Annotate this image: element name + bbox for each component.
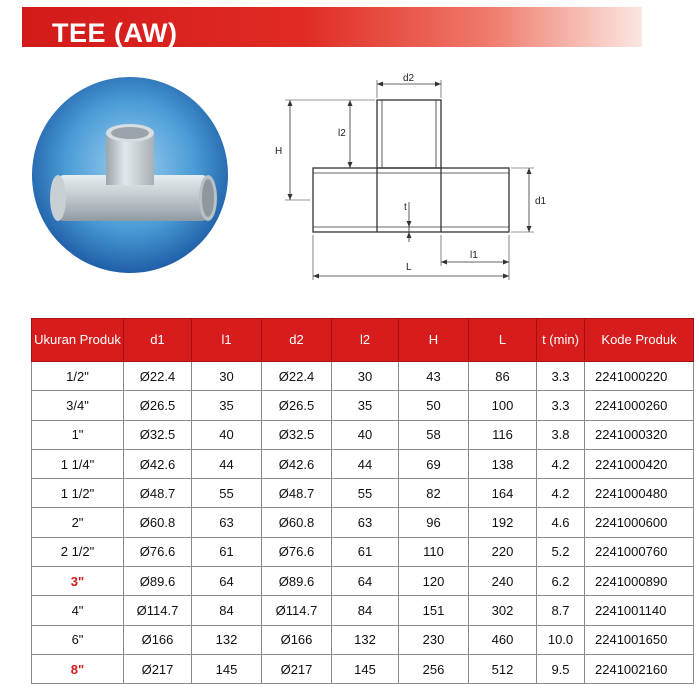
table-cell: 240 [469, 567, 537, 596]
size-cell: 3/4" [32, 391, 124, 420]
page-title: TEE (AW) [52, 18, 178, 48]
table-cell: 30 [192, 362, 262, 391]
size-cell: 4" [32, 596, 124, 625]
table-cell: 100 [469, 391, 537, 420]
table-row [32, 537, 694, 566]
table-cell: 55 [192, 479, 262, 508]
product-code-cell: 2241002160 [585, 654, 694, 683]
label-d1: d1 [535, 196, 547, 207]
table-cell: Ø89.6 [262, 567, 332, 596]
table-cell: 43 [399, 362, 469, 391]
table-cell: 30 [332, 362, 399, 391]
label-l1: l1 [470, 250, 478, 261]
table-cell: Ø26.5 [124, 391, 192, 420]
table-cell: 3.3 [537, 362, 585, 391]
table-cell: Ø114.7 [262, 596, 332, 625]
column-header: t (min) [537, 319, 585, 362]
table-cell: 44 [192, 449, 262, 478]
table-cell: 132 [332, 625, 399, 654]
size-cell: 3" [32, 567, 124, 596]
table-cell: 3.8 [537, 420, 585, 449]
product-code-cell: 2241000760 [585, 537, 694, 566]
product-code-cell: 2241000320 [585, 420, 694, 449]
table-cell: 82 [399, 479, 469, 508]
table-row [32, 625, 694, 654]
table-row [32, 567, 694, 596]
title-banner [22, 7, 642, 47]
size-cell: 8" [32, 654, 124, 683]
table-row [32, 596, 694, 625]
table-cell: 69 [399, 449, 469, 478]
size-cell: 6" [32, 625, 124, 654]
label-l2: l2 [338, 128, 346, 139]
table-cell: 164 [469, 479, 537, 508]
product-code-cell: 2241000220 [585, 362, 694, 391]
tee-product-photo [30, 75, 230, 275]
table-cell: 512 [469, 654, 537, 683]
table-cell: 84 [332, 596, 399, 625]
table-cell: 4.2 [537, 449, 585, 478]
table-row [32, 449, 694, 478]
table-row [32, 479, 694, 508]
table-cell: 460 [469, 625, 537, 654]
table-cell: 35 [332, 391, 399, 420]
table-cell: Ø217 [124, 654, 192, 683]
table-cell: 3.3 [537, 391, 585, 420]
table-cell: Ø32.5 [262, 420, 332, 449]
table-cell: 151 [399, 596, 469, 625]
table-cell: 10.0 [537, 625, 585, 654]
product-code-cell: 2241000600 [585, 508, 694, 537]
size-cell: 2 1/2" [32, 537, 124, 566]
table-cell: 256 [399, 654, 469, 683]
column-header: l2 [332, 319, 399, 362]
tee-technical-drawing [270, 70, 560, 285]
table-row [32, 420, 694, 449]
table-cell: 61 [192, 537, 262, 566]
size-cell: 2" [32, 508, 124, 537]
table-cell: 4.2 [537, 479, 585, 508]
table-cell: Ø42.6 [124, 449, 192, 478]
table-cell: 145 [192, 654, 262, 683]
table-cell: Ø166 [262, 625, 332, 654]
column-header: L [469, 319, 537, 362]
table-cell: 220 [469, 537, 537, 566]
table-cell: 40 [332, 420, 399, 449]
table-cell: 40 [192, 420, 262, 449]
table-cell: 58 [399, 420, 469, 449]
column-header: d1 [124, 319, 192, 362]
product-code-cell: 2241000260 [585, 391, 694, 420]
table-row [32, 654, 694, 683]
product-code-cell: 2241000480 [585, 479, 694, 508]
table-cell: 145 [332, 654, 399, 683]
table-cell: 230 [399, 625, 469, 654]
table-cell: 63 [332, 508, 399, 537]
spec-table [31, 318, 694, 684]
table-cell: 4.6 [537, 508, 585, 537]
table-cell: 35 [192, 391, 262, 420]
table-cell: 302 [469, 596, 537, 625]
column-header: d2 [262, 319, 332, 362]
product-code-cell: 2241000420 [585, 449, 694, 478]
table-cell: 5.2 [537, 537, 585, 566]
label-d2: d2 [403, 73, 415, 84]
table-cell: Ø76.6 [124, 537, 192, 566]
table-cell: 55 [332, 479, 399, 508]
column-header: Ukuran Produk [32, 319, 124, 362]
table-cell: 116 [469, 420, 537, 449]
size-cell: 1" [32, 420, 124, 449]
table-cell: 64 [192, 567, 262, 596]
table-cell: Ø48.7 [124, 479, 192, 508]
table-row [32, 362, 694, 391]
size-cell: 1/2" [32, 362, 124, 391]
table-cell: Ø76.6 [262, 537, 332, 566]
table-cell: 61 [332, 537, 399, 566]
product-code-cell: 2241001140 [585, 596, 694, 625]
table-cell: 86 [469, 362, 537, 391]
table-cell: 84 [192, 596, 262, 625]
table-cell: 63 [192, 508, 262, 537]
label-L: L [406, 262, 412, 273]
size-cell: 1 1/4" [32, 449, 124, 478]
table-cell: Ø60.8 [262, 508, 332, 537]
label-H: H [275, 146, 283, 157]
table-cell: 44 [332, 449, 399, 478]
table-cell: 50 [399, 391, 469, 420]
table-cell: Ø22.4 [262, 362, 332, 391]
table-cell: 192 [469, 508, 537, 537]
table-cell: Ø114.7 [124, 596, 192, 625]
table-body [32, 362, 694, 684]
table-cell: Ø89.6 [124, 567, 192, 596]
size-cell: 1 1/2" [32, 479, 124, 508]
table-cell: 96 [399, 508, 469, 537]
table-cell: 9.5 [537, 654, 585, 683]
table-header-row [32, 319, 694, 362]
label-t: t [404, 202, 407, 213]
table-cell: Ø42.6 [262, 449, 332, 478]
table-cell: 110 [399, 537, 469, 566]
table-row [32, 391, 694, 420]
table-row [32, 508, 694, 537]
table-cell: Ø217 [262, 654, 332, 683]
table-cell: 138 [469, 449, 537, 478]
table-cell: Ø166 [124, 625, 192, 654]
table-cell: 132 [192, 625, 262, 654]
table-cell: 64 [332, 567, 399, 596]
table-cell: Ø22.4 [124, 362, 192, 391]
column-header: l1 [192, 319, 262, 362]
table-cell: 120 [399, 567, 469, 596]
column-header: H [399, 319, 469, 362]
column-header: Kode Produk [585, 319, 694, 362]
product-code-cell: 2241000890 [585, 567, 694, 596]
table-cell: Ø48.7 [262, 479, 332, 508]
table-cell: 8.7 [537, 596, 585, 625]
table-cell: Ø32.5 [124, 420, 192, 449]
product-code-cell: 2241001650 [585, 625, 694, 654]
table-cell: Ø60.8 [124, 508, 192, 537]
table-cell: 6.2 [537, 567, 585, 596]
table-cell: Ø26.5 [262, 391, 332, 420]
